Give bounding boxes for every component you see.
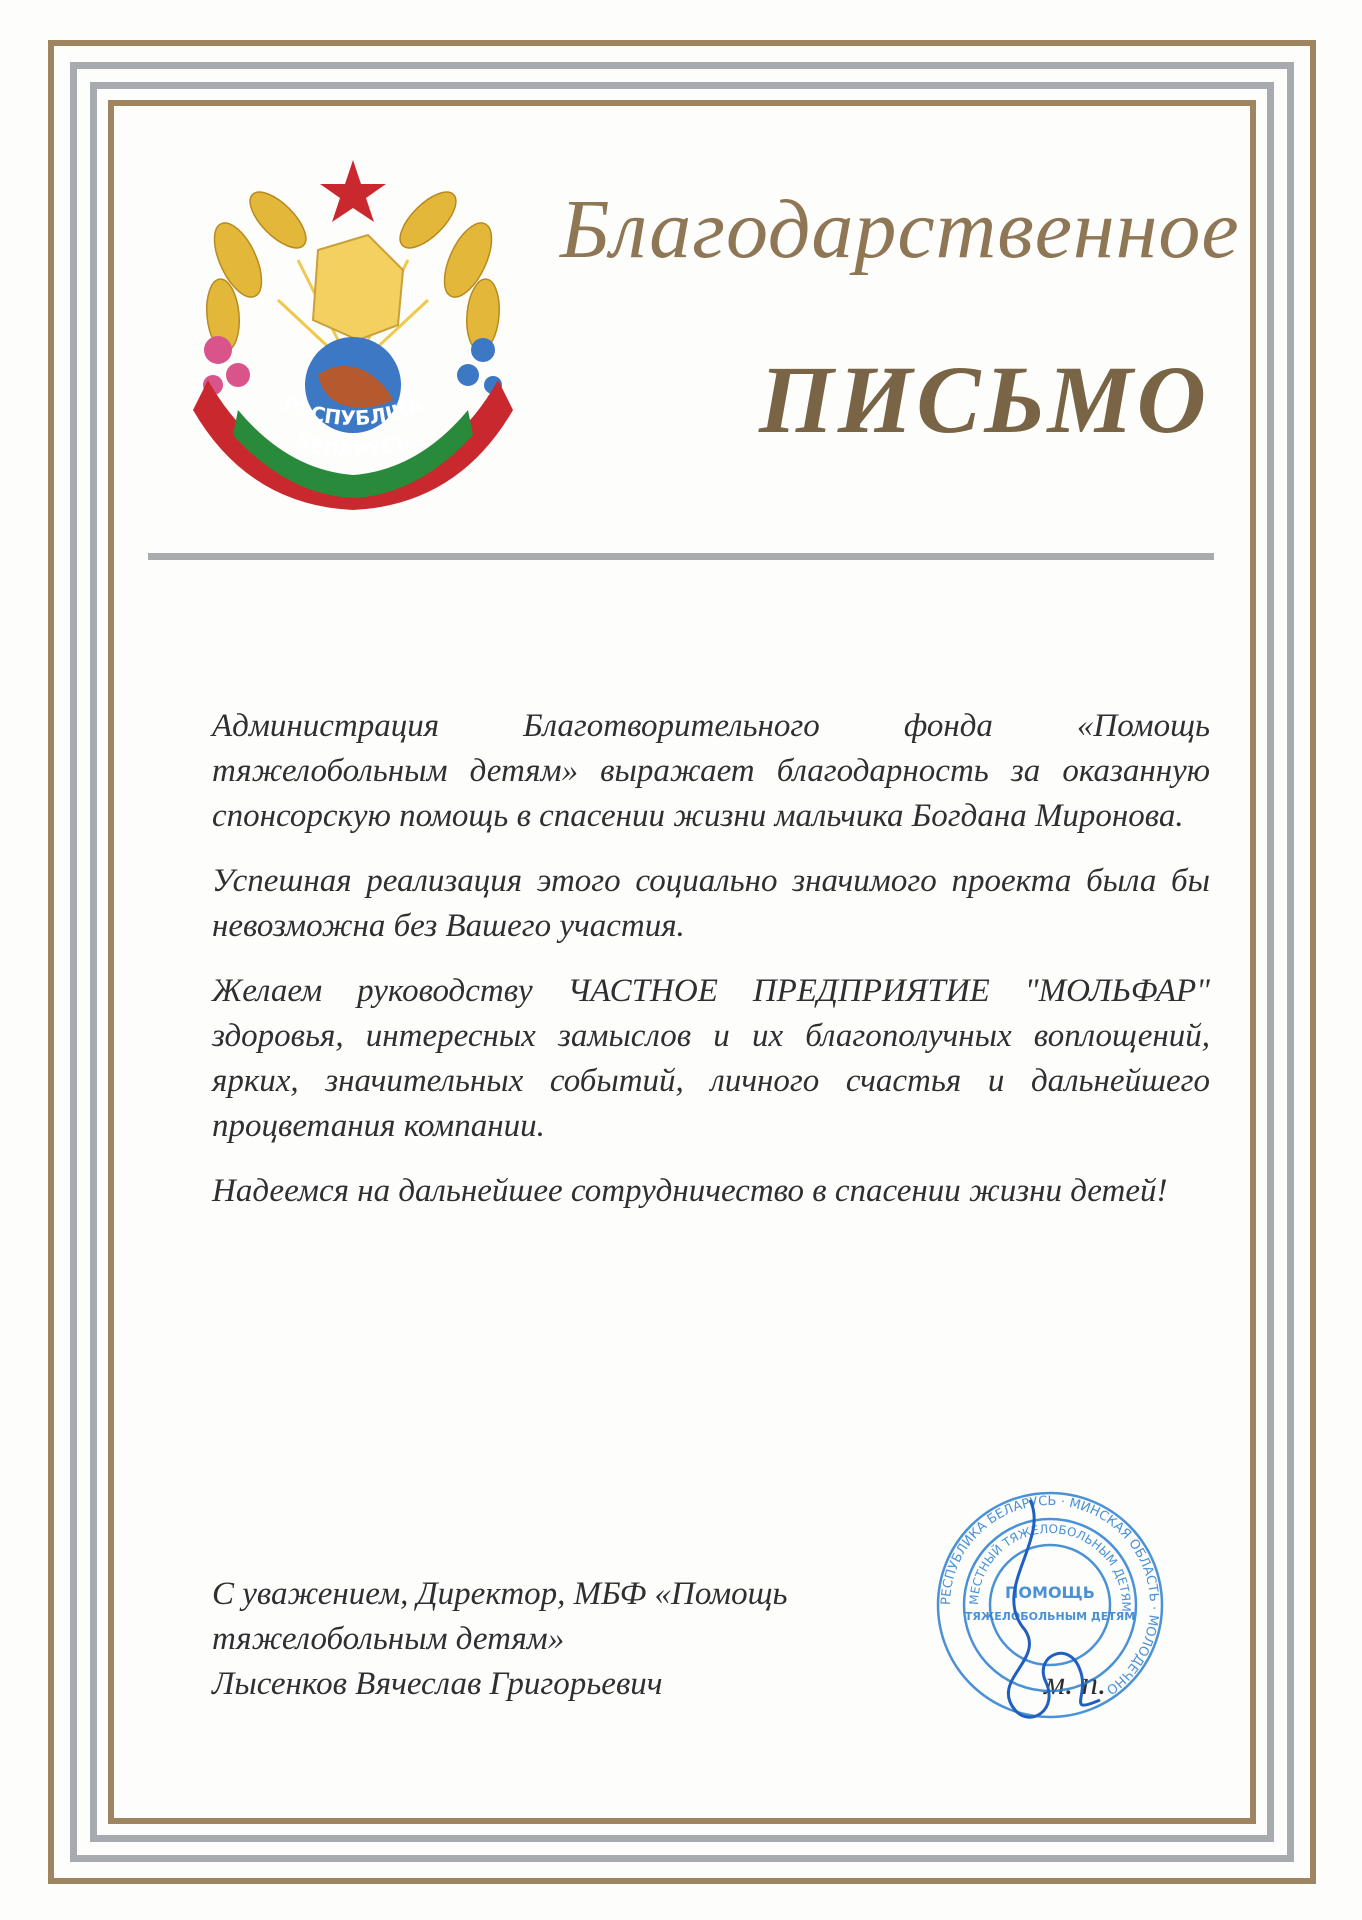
belarus-coat-of-arms-icon <box>168 150 538 510</box>
svg-text:БЕЛАРУСЬ <box>292 429 413 463</box>
stamp-outer-text: РЕСПУБЛИКА БЕЛАРУСЬ · МИНСКАЯ ОБЛАСТЬ · МОЛОДЕЧНО <box>938 1493 1162 1698</box>
stamp-inner-text: МЕСТНЫЙ ТЯЖЕЛОБОЛЬНЫМ ДЕТЯМ <box>966 1521 1134 1612</box>
ribbon-text-1: РЭСПУБЛІКА <box>279 391 427 431</box>
paragraph: Надеемся на дальнейшее сотрудничество в спасении жизни детей! <box>212 1173 1168 1209</box>
seal-stamp-icon <box>930 1480 1170 1730</box>
heading-line-1: Благодарственное <box>560 183 1240 276</box>
paragraph: Успешная реализация этого социально значимого проекта была бы невозможна без Вашего участия. <box>212 863 1210 944</box>
paragraph: Администрация Благотворительного фонда «Помощь тяжелобольным детям» выражает благодарность за оказанную спонсорскую помощь в спасении жизни мальчика Богдана Миронова. <box>212 708 1210 834</box>
signature-line-2: тяжелобольным детям» <box>212 1621 565 1657</box>
letter-body <box>212 704 1210 1234</box>
ribbon-text-2: БЕЛАРУСЬ <box>292 428 414 463</box>
seal-place-label: м. п. <box>1044 1666 1107 1702</box>
paragraph: Желаем руководству ЧАСТНОЕ ПРЕДПРИЯТИЕ "МОЛЬФАР" здоровья, интересных замыслов и их благополучных воплощений, ярких, значительных событий, личного счастья и дальнейшего процветания компании. <box>212 973 1210 1144</box>
header-divider <box>148 553 1214 560</box>
stamp-center-text-1: ПОМОЩЬ <box>1005 1583 1095 1602</box>
stamp-center-text-2: ТЯЖЕЛОБОЛЬНЫМ ДЕТЯМ <box>964 1610 1136 1623</box>
heading-line-2: ПИСЬМО <box>759 346 1210 453</box>
signature-line-1: С уважением, Директор, МБФ «Помощь <box>212 1576 788 1612</box>
signature-line-3: Лысенков Вячеслав Григорьевич <box>212 1666 663 1702</box>
